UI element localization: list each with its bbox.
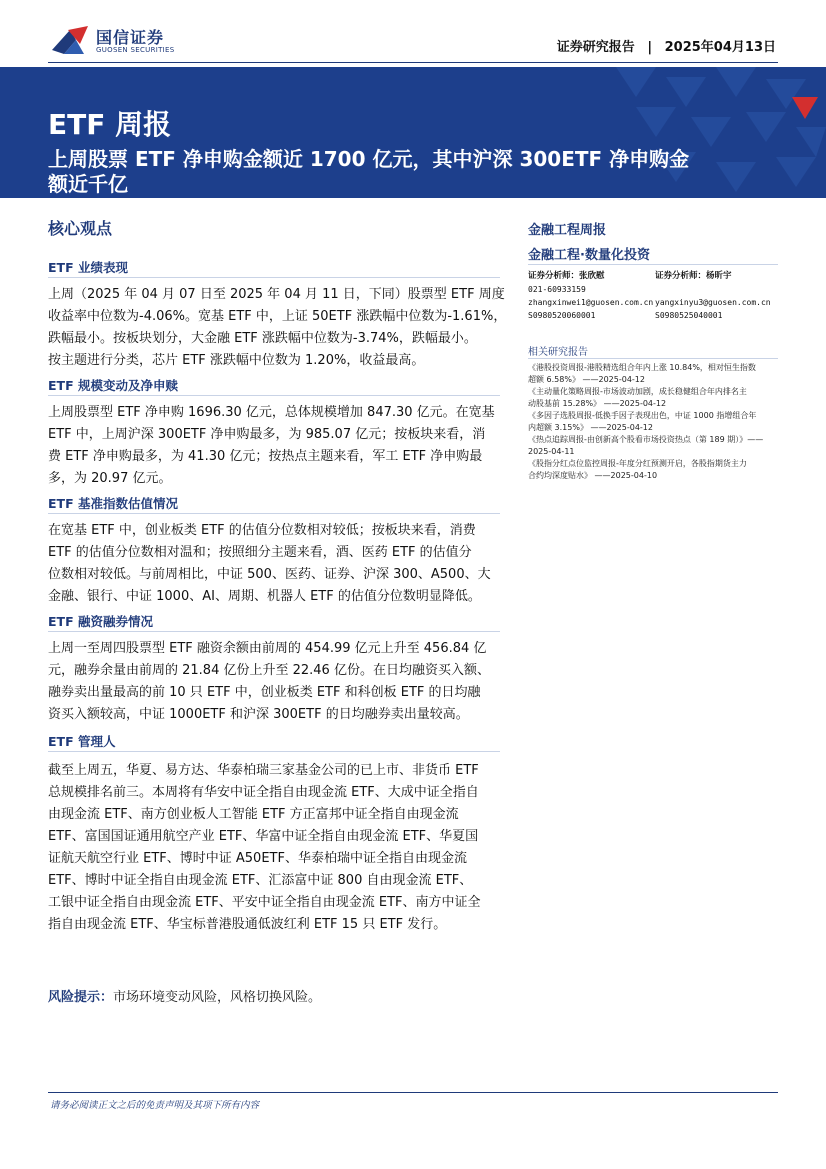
analyst-card: [655, 270, 780, 322]
body-line: 金融、银行、中证 1000、AI、周期、机器人 ETF 的估值分位数明显降低。: [48, 589, 481, 604]
related-reports-list: [528, 362, 780, 482]
section-body-performance: [48, 284, 507, 372]
body-line: 指自由现金流 ETF、华宝标普港股通低波红利 ETF 15 只 ETF 发行。: [48, 917, 447, 932]
body-line: 资买入额较高，中证 1000ETF 和沪深 300ETF 的日均融券卖出量较高。: [48, 707, 469, 722]
report-subtitle: [48, 147, 748, 197]
related-reports-heading: 相关研究报告: [528, 347, 588, 358]
section-body-margin: [48, 638, 504, 726]
header-divider: [48, 62, 778, 63]
body-line: 上周一至周四股票型 ETF 融资余额由前周的 454.99 亿元上升至 456.84 亿: [48, 641, 487, 656]
section-heading-margin: ETF 融资融券情况: [48, 614, 153, 629]
analyst-card: [528, 270, 653, 322]
body-line: 由现金流 ETF、南方创业板人工智能 ETF 方正富邦中证全指自由现金流: [48, 807, 459, 822]
guosen-logo: [50, 24, 195, 58]
section-heading-managers: ETF 管理人: [48, 734, 116, 749]
related-report-line[interactable]: 《热点追踪周报-由创新高个股看市场投资热点（第 189 期）》——: [528, 435, 764, 444]
logo-en-text: GUOSEN SECURITIES: [96, 46, 175, 54]
sidebar-divider: [528, 358, 778, 359]
analyst-cert: S0980525040001: [655, 311, 723, 320]
sidebar-divider: [528, 264, 778, 265]
section-body-flows: [48, 402, 504, 490]
section-heading-flows: ETF 规模变动及净申赎: [48, 378, 178, 393]
body-line: 跌幅最小。按板块划分，大金融 ETF 涨跌幅中位数为-3.74%，跌幅最小。: [48, 331, 477, 346]
analyst-email[interactable]: zhangxinwei1@guosen.com.cn: [528, 298, 654, 307]
subtitle-line: 上周股票 ETF 净申购金额近 1700 亿元，其中沪深 300ETF 净申购金: [48, 147, 690, 171]
related-report-line[interactable]: 超额 6.58%》 ——2025-04-12: [528, 375, 645, 384]
risk-text: 市场环境变动风险，风格切换风险。: [113, 990, 322, 1005]
body-line: 位数相对较低。与前周相比，中证 500、医药、证券、沪深 300、A500、大: [48, 567, 491, 582]
report-meta: [557, 36, 776, 55]
related-report-line[interactable]: 《多因子选股周报-低换手因子表现出色，中证 1000 指增组合年: [528, 411, 757, 420]
body-line: 上周（2025 年 04 月 07 日至 2025 年 04 月 11 日，下同）股票型 ETF 周度: [48, 287, 505, 302]
guosen-logo-icon: [50, 24, 90, 58]
risk-label: 风险提示：: [48, 990, 114, 1005]
analyst-phone: [655, 283, 780, 296]
section-body-managers: [48, 760, 504, 936]
body-line: 多，为 20.97 亿元。: [48, 471, 172, 486]
body-line: 费 ETF 净申购最多，为 41.30 亿元；按热点主题来看，军工 ETF 净申购最: [48, 449, 483, 464]
body-line: 元，融券余量由前周的 21.84 亿份上升至 22.46 亿份。在日均融资买入额、: [48, 663, 490, 678]
section-divider: [48, 751, 500, 752]
body-line: ETF 中，上周沪深 300ETF 净申购最多，为 985.07 亿元；按板块来看，消: [48, 427, 486, 442]
related-report-line[interactable]: 《主动量化策略周报-市场波动加剧，成长稳健组合年内排名主: [528, 387, 747, 396]
body-line: 按主题进行分类，芯片 ETF 涨跌幅中位数为 1.20%，收益最高。: [48, 353, 425, 368]
section-divider: [48, 631, 500, 632]
subtitle-line: 额近千亿: [48, 172, 128, 196]
header-separator: |: [647, 40, 653, 55]
title-banner: [0, 67, 826, 198]
body-line: 融券卖出量最高的前 10 只 ETF 中，创业板类 ETF 和科创板 ETF 的日均融: [48, 685, 481, 700]
body-line: 总规模排名前三。本周将有华安中证全指自由现金流 ETF、大成中证全指自: [48, 785, 479, 800]
body-line: ETF、博时中证全指自由现金流 ETF、汇添富中证 800 自由现金流 ETF、: [48, 873, 473, 888]
section-divider: [48, 395, 500, 396]
sidebar-subcategory: 金融工程·数量化投资: [528, 248, 650, 263]
analyst-cert: S0980520060001: [528, 311, 596, 320]
related-report-line[interactable]: 内超额 3.15%》 ——2025-04-12: [528, 423, 653, 432]
report-date: 2025年04月13日: [664, 40, 776, 55]
risk-warning: [48, 986, 321, 1005]
report-type: 证券研究报告: [556, 40, 635, 55]
section-heading-performance: ETF 业绩表现: [48, 260, 128, 275]
analyst-name: 证券分析师：张欣慰: [528, 271, 605, 281]
body-line: 收益率中位数为-4.06%。宽基 ETF 中，上证 50ETF 涨跌幅中位数为-1.61%，: [48, 309, 507, 324]
core-views-heading: 核心观点: [48, 219, 113, 238]
body-line: 在宽基 ETF 中，创业板类 ETF 的估值分位数相对较低；按板块来看，消费: [48, 523, 476, 538]
body-line: 截至上周五，华夏、易方达、华泰柏瑞三家基金公司的已上市、非货币 ETF: [48, 763, 479, 778]
analyst-name: 证券分析师：杨昕宇: [655, 271, 732, 281]
footer-divider: [48, 1092, 778, 1093]
related-report-line[interactable]: 合约均深度贴水》 ——2025-04-10: [528, 471, 658, 480]
body-line: 上周股票型 ETF 净申购 1696.30 亿元，总体规模增加 847.30 亿元。在宽基: [48, 405, 495, 420]
section-body-valuation: [48, 520, 504, 608]
logo-cn-text: 国信证券: [96, 28, 165, 47]
sidebar-category: 金融工程周报: [528, 223, 607, 238]
related-report-line[interactable]: 2025-04-11: [528, 447, 575, 456]
section-divider: [48, 277, 500, 278]
related-report-line[interactable]: 《港股投资周报-港股精选组合年内上涨 10.84%，相对恒生指数: [528, 363, 756, 372]
footer-disclaimer: 请务必阅读正文之后的免责声明及其项下所有内容: [50, 1100, 260, 1111]
body-line: ETF、富国国证通用航空产业 ETF、华富中证全指自由现金流 ETF、华夏国: [48, 829, 479, 844]
body-line: ETF 的估值分位数相对温和；按照细分主题来看，酒、医药 ETF 的估值分: [48, 545, 472, 560]
related-report-line[interactable]: 《股指分红点位监控周报-年度分红预测开启，各股指期货主力: [528, 459, 747, 468]
body-line: 证航天航空行业 ETF、博时中证 A50ETF、华泰柏瑞中证全指自由现金流: [48, 851, 467, 866]
analyst-phone: 021-60933159: [528, 285, 586, 294]
body-line: 工银中证全指自由现金流 ETF、平安中证全指自由现金流 ETF、南方中证全: [48, 895, 481, 910]
section-divider: [48, 513, 500, 514]
analyst-email[interactable]: yangxinyu3@guosen.com.cn: [655, 298, 771, 307]
section-heading-valuation: ETF 基准指数估值情况: [48, 496, 178, 511]
report-title: ETF 周报: [48, 108, 172, 141]
related-report-line[interactable]: 动股基前 15.28%》 ——2025-04-12: [528, 399, 667, 408]
